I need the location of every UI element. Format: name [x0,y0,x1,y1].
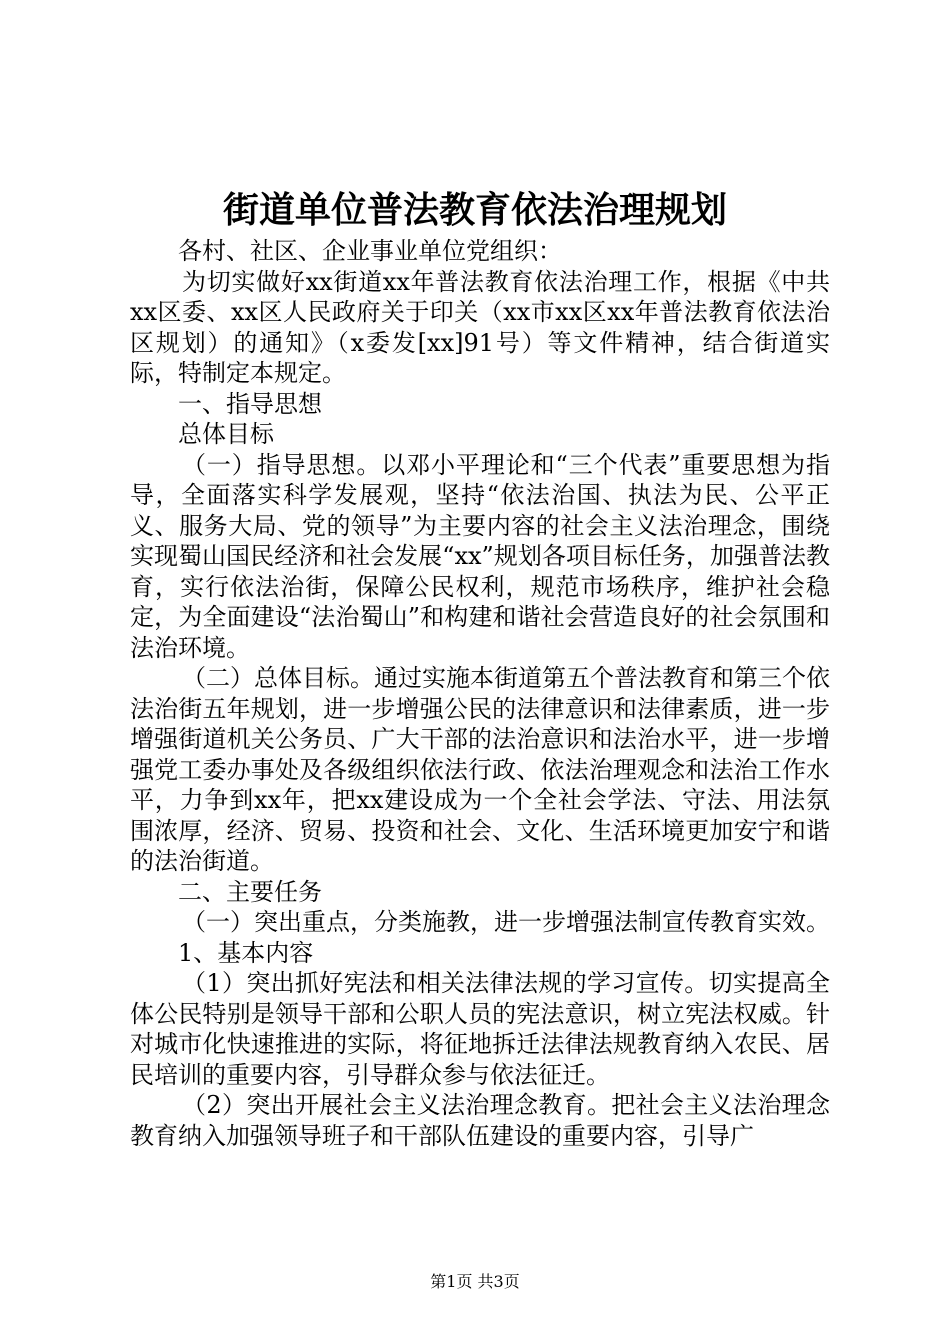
paragraph-task-one: （一）突出重点，分类施教，进一步增强法制宣传教育实效。 [182,908,830,936]
paragraph-salutation: 各村、社区、企业事业单位党组织： [178,237,562,265]
paragraph-item-1: （1）突出抓好宪法和相关法律法规的学习宣传。切实提高全体公民特别是领导干部和公职人员的宪法意识，树立宪法权威。针对城市化快速推进的实际，将征地拆迁法律法规教育纳入农民、居民培训的重要内容，引导群众参与依法征迁。 [130,969,830,1089]
paragraph-intro: 为切实做好xx街道xx年普法教育依法治理工作，根据《中共xx区委、xx区人民政府关于印关（xx市xx区xx年普法教育依法治区规划）的通知》（x委发[xx]91号）等文件精神，结合街道实际，特制定本规定。 [130,267,830,387]
page-number-footer: 第1页 共3页 [430,1272,520,1291]
paragraph-item-2: （2）突出开展社会主义法治理念教育。把社会主义法治理念教育纳入加强领导班子和干部队伍建设的重要内容，引导广 [130,1091,830,1150]
document-title: 街道单位普法教育依法治理规划 [222,189,727,231]
section-heading-main-tasks: 二、主要任务 [178,877,322,906]
paragraph-guiding-ideology: （一）指导思想。以邓小平理论和“三个代表”重要思想为指导，全面落实科学发展观，坚持“依法治国、执法为民、公平正义、服务大局、党的领导”为主要内容的社会主义法治理念，围绕实现蜀山国民经济和社会发展“xx”规划各项目标任务，加强普法教育，实行依法治街，保障公民权利，规范市场秩序，维护社会稳定，为全面建设“法治蜀山”和构建和谐社会营造良好的社会氛围和法治环境。 [130,450,830,662]
subheading-basic-content: 1、基本内容 [178,938,314,967]
section-heading-guiding-ideology: 一、指导思想 [178,389,322,418]
paragraph-overall-goal: （二）总体目标。通过实施本街道第五个普法教育和第三个依法治街五年规划，进一步增强公民的法律意识和法律素质，进一步增强街道机关公务员、广大干部的法治意识和法治水平，进一步增强党工委办事处及各级组织依法行政、依法治理观念和法治工作水平，力争到xx年，把xx建设成为一个全社会学法、守法、用法氛围浓厚，经济、贸易、投资和社会、文化、生活环境更加安宁和谐的法治街道。 [130,664,830,875]
document-body [130,236,830,1151]
section-heading-overall-goal: 总体目标 [178,420,274,448]
